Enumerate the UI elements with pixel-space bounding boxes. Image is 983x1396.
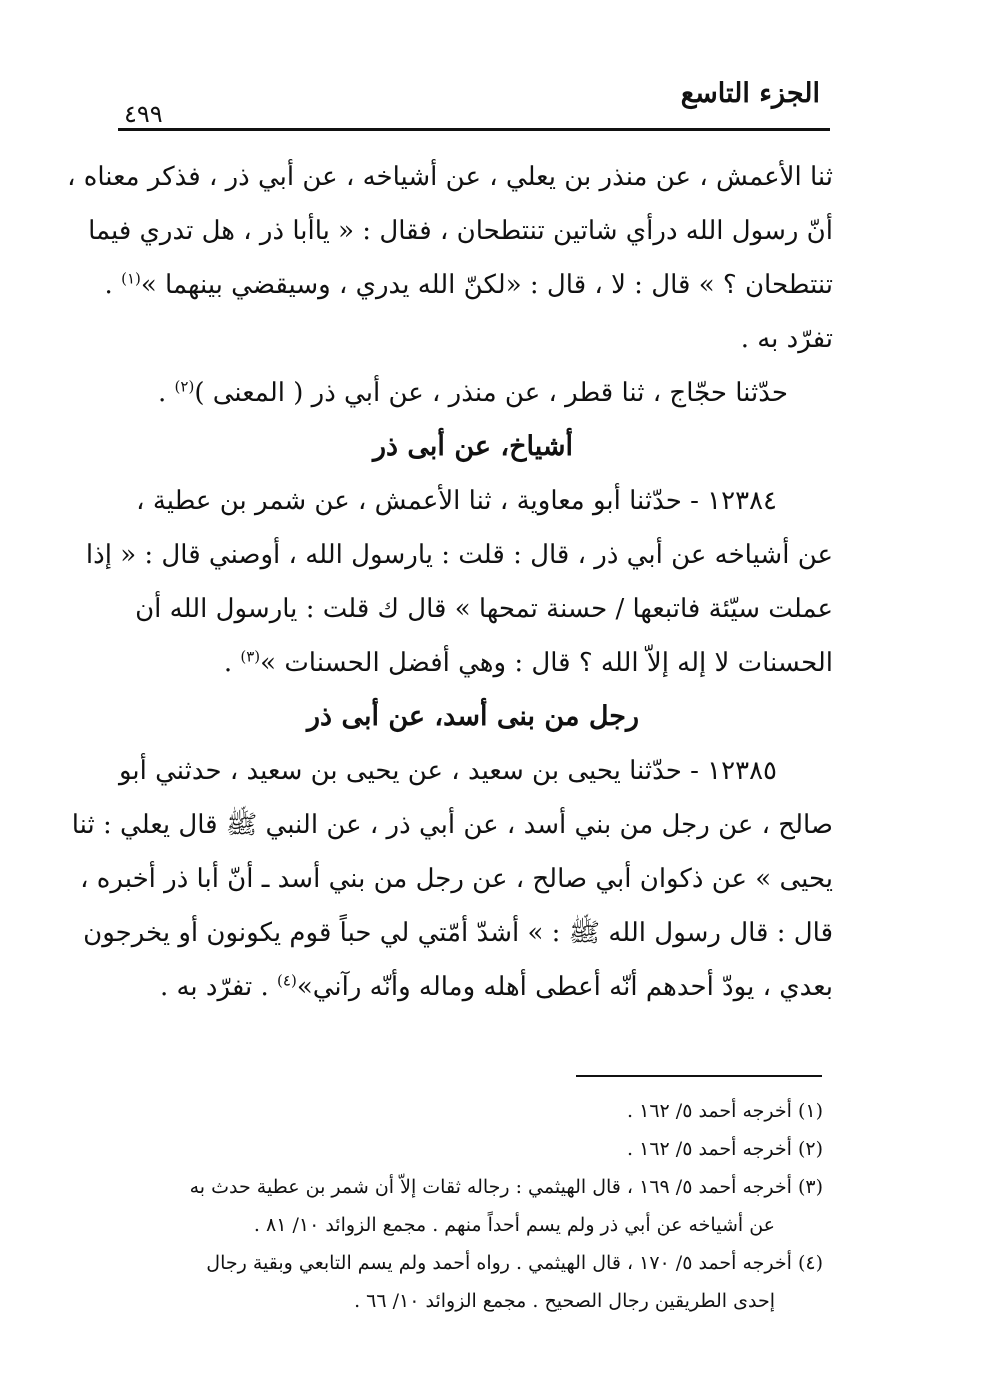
paragraph-1-line-3-end: . xyxy=(104,270,122,300)
paragraph-4-line-3: يحيى » عن ذكوان أبي صالح ، عن رجل من بني أسد ـ أنّ أبا ذر أخبره ، xyxy=(80,864,833,894)
footnote-3-line-2: عن أشياخه عن أبي ذر ولم يسم أحداً منهم . مجمع الزوائد ١٠/ ٨١ . xyxy=(253,1214,775,1236)
paragraph-3-line-1: ١٢٣٨٤ - حدّثنا أبو معاوية ، ثنا الأعمش ، عن شمر بن عطية ، xyxy=(136,486,777,516)
footnote-ref-1: (١) xyxy=(121,269,141,288)
paragraph-3-line-4 xyxy=(113,636,833,690)
footnote-ref-4: (٤) xyxy=(277,971,297,990)
paragraph-1-line-2: أنّ رسول الله درأي شاتين تنتطحان ، فقال : « ياأبا ذر ، هل تدري فيما xyxy=(88,216,833,246)
running-header-title: الجزء التاسع xyxy=(680,78,820,109)
paragraph-2-text: حدّثنا حجّاج ، ثنا قطر ، عن منذر ، عن أبي ذر ( المعنى ) xyxy=(194,378,788,408)
paragraph-4-line-4: قال : قال رسول الله ﷺ : » أشدّ أمّتي لي حباً قوم يكونون أو يخرجون xyxy=(83,918,833,948)
paragraph-4-line-1: ١٢٣٨٥ - حدّثنا يحيى بن سعيد ، عن يحيى بن سعيد ، حدثني أبو xyxy=(118,756,777,786)
section-heading-1: أشياخ، عن أبى ذر xyxy=(372,431,574,462)
paragraph-2 xyxy=(113,366,833,420)
footnote-divider xyxy=(576,1075,822,1077)
footnote-4-line-1: (٤) أخرجه أحمد ٥/ ١٧٠ ، قال الهيثمي . رواه أحمد ولم يسم التابعي وبقية رجال xyxy=(206,1252,823,1274)
footnotes xyxy=(118,1092,823,1320)
paragraph-4-line-5-text: بعدي ، يودّ أحدهم أنّه أعطى أهله وماله وأنّه رآني» xyxy=(296,972,833,1002)
footnote-2: (٢) أخرجه أحمد ٥/ ١٦٢ . xyxy=(627,1138,823,1160)
page-number: ٤٩٩ xyxy=(124,100,163,128)
paragraph-2-end: . xyxy=(158,378,175,408)
paragraph-4-line-2: صالح ، عن رجل من بني أسد ، عن أبي ذر ، عن النبي ﷺ قال يعلي : ثنا xyxy=(71,810,833,840)
paragraph-3-line-4-text: الحسنات لا إله إلاّ الله ؟ قال : وهي أفضل الحسنات » xyxy=(260,648,833,678)
paragraph-3-line-3: عملت سيّئة فاتبعها / حسنة تمحها » قال ك قلت : يارسول الله أن xyxy=(135,594,833,624)
paragraph-4-line-5 xyxy=(113,960,833,1014)
paragraph-3-line-4-end: . xyxy=(223,648,241,678)
footnote-4-line-2: إحدى الطريقين رجال الصحيح . مجمع الزوائد ١٠/ ٦٦ . xyxy=(354,1290,775,1312)
header-divider xyxy=(118,128,830,131)
paragraph-1-line-4: تفرّد به . xyxy=(740,324,833,354)
paragraph-3-line-2: عن أشياخه عن أبي ذر ، قال : قلت : يارسول الله ، أوصني قال : « إذا xyxy=(85,540,833,570)
footnote-ref-3: (٣) xyxy=(240,647,261,666)
footnote-ref-2: (٢) xyxy=(174,377,195,396)
main-text xyxy=(67,150,833,1014)
section-heading-2: رجل من بنى أسد، عن أبى ذر xyxy=(306,701,639,732)
footnote-3-line-1: (٣) أخرجه أحمد ٥/ ١٦٩ ، قال الهيثمي : رجاله ثقات إلاّ أن شمر بن عطية حدث به xyxy=(189,1176,823,1198)
paragraph-1-line-1: ثنا الأعمش ، عن منذر بن يعلي ، عن أشياخه ، عن أبي ذر ، فذكر معناه ، xyxy=(67,162,833,192)
footnote-1: (١) أخرجه أحمد ٥/ ١٦٢ . xyxy=(627,1100,823,1122)
paragraph-1-line-3 xyxy=(104,258,833,312)
paragraph-1-line-3-text: تنتطحان ؟ » قال : لا ، قال : «لكنّ الله يدري ، وسيقضي بينهما » xyxy=(140,270,833,300)
paragraph-4-line-5-end: . تفرّد به . xyxy=(159,972,278,1002)
